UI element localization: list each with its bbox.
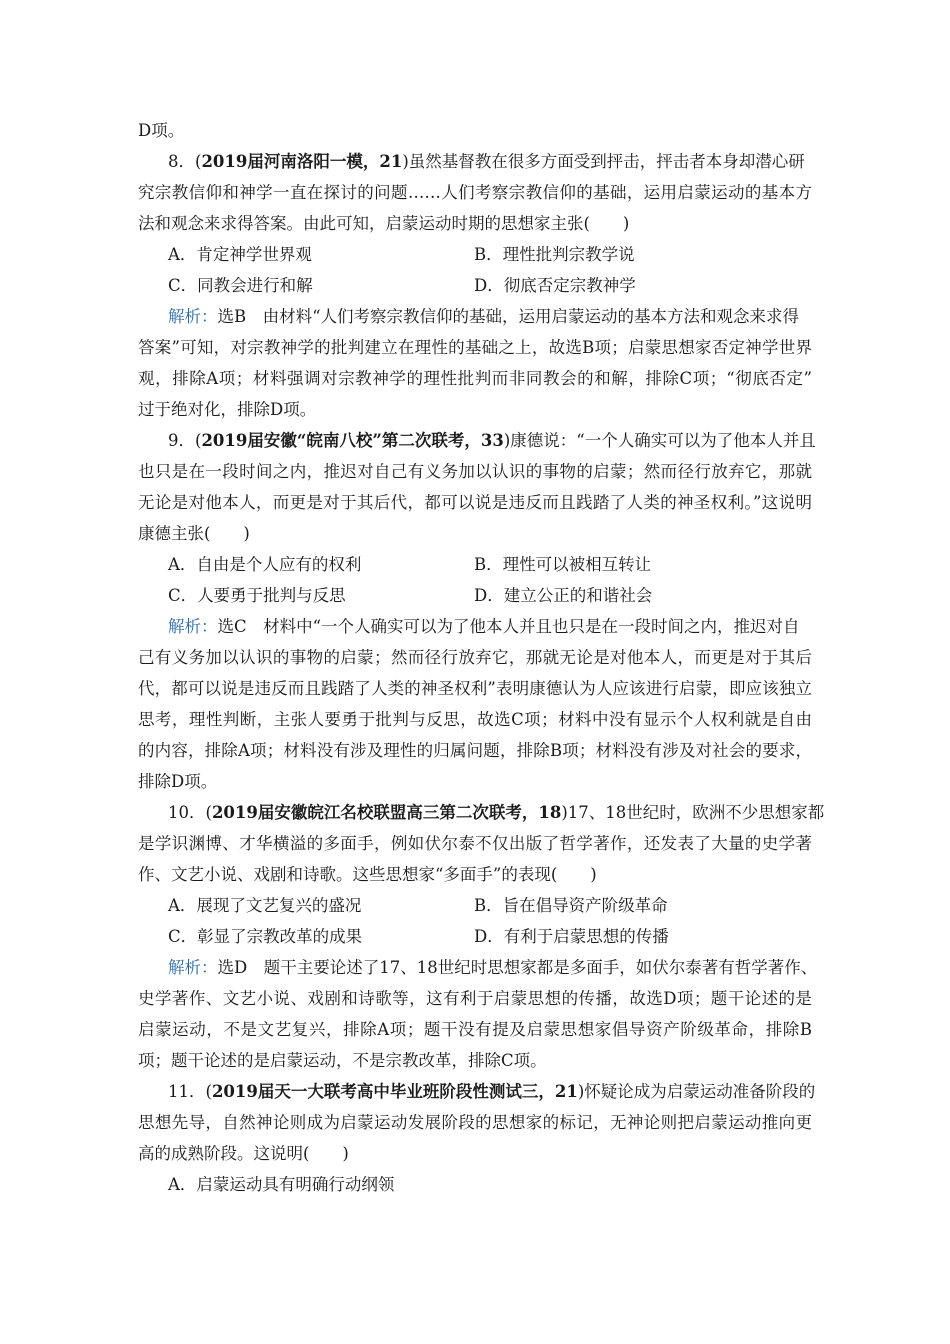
text-line: 答案”可知，对宗教神学的批判建立在理性的基础之上，故选B项；启蒙思想家否定神学世界 [138,338,812,357]
option-d: D．有利于启蒙思想的传播 [474,927,669,946]
source-item: 21 [554,1082,578,1101]
text-line: 的内容，排除A项；材料没有涉及理性的归属问题，排除B项；材料没有涉及对社会的要求， [138,741,812,760]
option-b: B．理性可以被相互转让 [474,555,652,574]
source-year: 2019 [211,1082,258,1101]
text-line: 观，排除A项；材料强调对宗教神学的理性批判而非同教会的和解，排除C项；“彻底否定” [138,369,812,388]
option-a: A．展现了文艺复兴的盛况 [168,896,362,915]
option-c: C．人要勇于批判与反思 [168,586,346,605]
text-line: 排除D项。 [138,772,218,791]
analysis-text: 选C 材料中“一个人确实可以为了他本人并且也只是在一段时间之内，推迟对自 [217,617,800,636]
text-line: 史学著作、文艺小说、戏剧和诗歌等，这有利于启蒙思想的传播，故选D项；题干论述的是 [138,989,812,1008]
source-name: 届天一大联考高中毕业班阶段性测试三， [257,1082,555,1101]
question-number: 11．( [168,1082,212,1101]
source-year: 2019 [201,431,248,450]
analysis-label: 解析： [168,958,218,977]
text-line: 究宗教信仰和神学一直在探讨的问题……人们考察宗教信仰的基础，运用启蒙运动的基本方 [138,183,812,202]
question-number: 10．( [168,803,212,822]
text-line: 法和观念来求得答案。由此可知，启蒙运动时期的思想家主张( ) [138,214,630,233]
analysis-line [168,612,800,642]
text-line: 康德主张( ) [138,524,250,543]
option-c: C．彰显了宗教改革的成果 [168,927,363,946]
analysis-label: 解析： [168,307,218,326]
text-line: 思想先导，自然神论则成为启蒙运动发展阶段的思想家的标记，无神论则把启蒙运动推向更 [138,1113,812,1132]
source-year: 2019 [201,152,248,171]
question-number: 8．( [168,152,202,171]
analysis-line [168,302,799,332]
text-line: 是学识渊博、才华横溢的多面手，例如伏尔泰不仅出版了哲学著作，还发表了大量的史学著 [138,834,812,853]
text-line: D项。 [138,121,185,140]
source-item: 18 [538,803,562,822]
text-line: 也只是在一段时间之内，推迟对自己有义务加以认识的事物的启蒙；然而径行放弃它，那就 [138,462,812,481]
text-line: 己有义务加以认识的事物的启蒙；然而径行放弃它，那就无论是对他本人，而更是对于其后 [138,648,812,667]
text-line: 项；题干论述的是启蒙运动，不是宗教改革，排除C项。 [138,1051,547,1070]
source-name: 届安徽“皖南八校”第二次联考， [247,431,481,450]
stem-text: )康德说：“一个人确实可以为了他本人并且 [503,431,816,450]
option-a: A．启蒙运动具有明确行动纲领 [168,1175,395,1194]
question-10-stem [168,798,824,828]
analysis-label: 解析： [168,617,218,636]
option-a: A．自由是个人应有的权利 [168,555,362,574]
text-line: 启蒙运动，不是文艺复兴，排除A项；题干没有提及启蒙思想家倡导资产阶级革命，排除B [138,1020,812,1039]
analysis-line [168,953,817,983]
option-d: D．建立公正的和谐社会 [474,586,653,605]
question-9-stem [168,426,816,456]
option-a: A．肯定神学世界观 [168,245,312,264]
text-line: 无论是对他本人，而更是对于其后代，都可以说是违反而且践踏了人类的神圣权利。”这说明 [138,493,812,512]
analysis-text: 选D 题干主要论述了17、18世纪时思想家都是多面手，如伏尔泰著有哲学著作、 [217,958,818,977]
source-item: 21 [379,152,403,171]
option-b: B．旨在倡导资产阶级革命 [474,896,668,915]
source-year: 2019 [211,803,258,822]
option-b: B．理性批判宗教学说 [474,245,635,264]
text-line: 过于绝对化，排除D项。 [138,400,317,419]
source-name: 届安徽皖江名校联盟高三第二次联考， [257,803,539,822]
analysis-text: 选B 由材料“人们考察宗教信仰的基础，运用启蒙运动的基本方法和观念来求得 [217,307,800,326]
source-name: 届河南洛阳一模， [247,152,380,171]
source-item: 33 [480,431,504,450]
text-line: 代，都可以说是违反而且践踏了人类的神圣权利”表明康德认为人应该进行启蒙，即应该独立 [138,679,812,698]
text-line: 思考，理性判断，主张人要勇于批判与反思，故选C项；材料中没有显示个人权利就是自由 [138,710,812,729]
question-11-stem [168,1077,815,1107]
text-line: 作、文艺小说、戏剧和诗歌。这些思想家“多面手”的表现( ) [138,865,597,884]
stem-text: )怀疑论成为启蒙运动准备阶段的 [577,1082,816,1101]
stem-text: )虽然基督教在很多方面受到抨击，抨击者本身却潜心研 [402,152,805,171]
option-d: D．彻底否定宗教神学 [474,276,636,295]
stem-text: )17、18世纪时，欧洲不少思想家都 [561,803,825,822]
text-line: 高的成熟阶段。这说明( ) [138,1144,349,1163]
option-c: C．同教会进行和解 [168,276,313,295]
question-8-stem [168,147,805,177]
question-number: 9．( [168,431,202,450]
